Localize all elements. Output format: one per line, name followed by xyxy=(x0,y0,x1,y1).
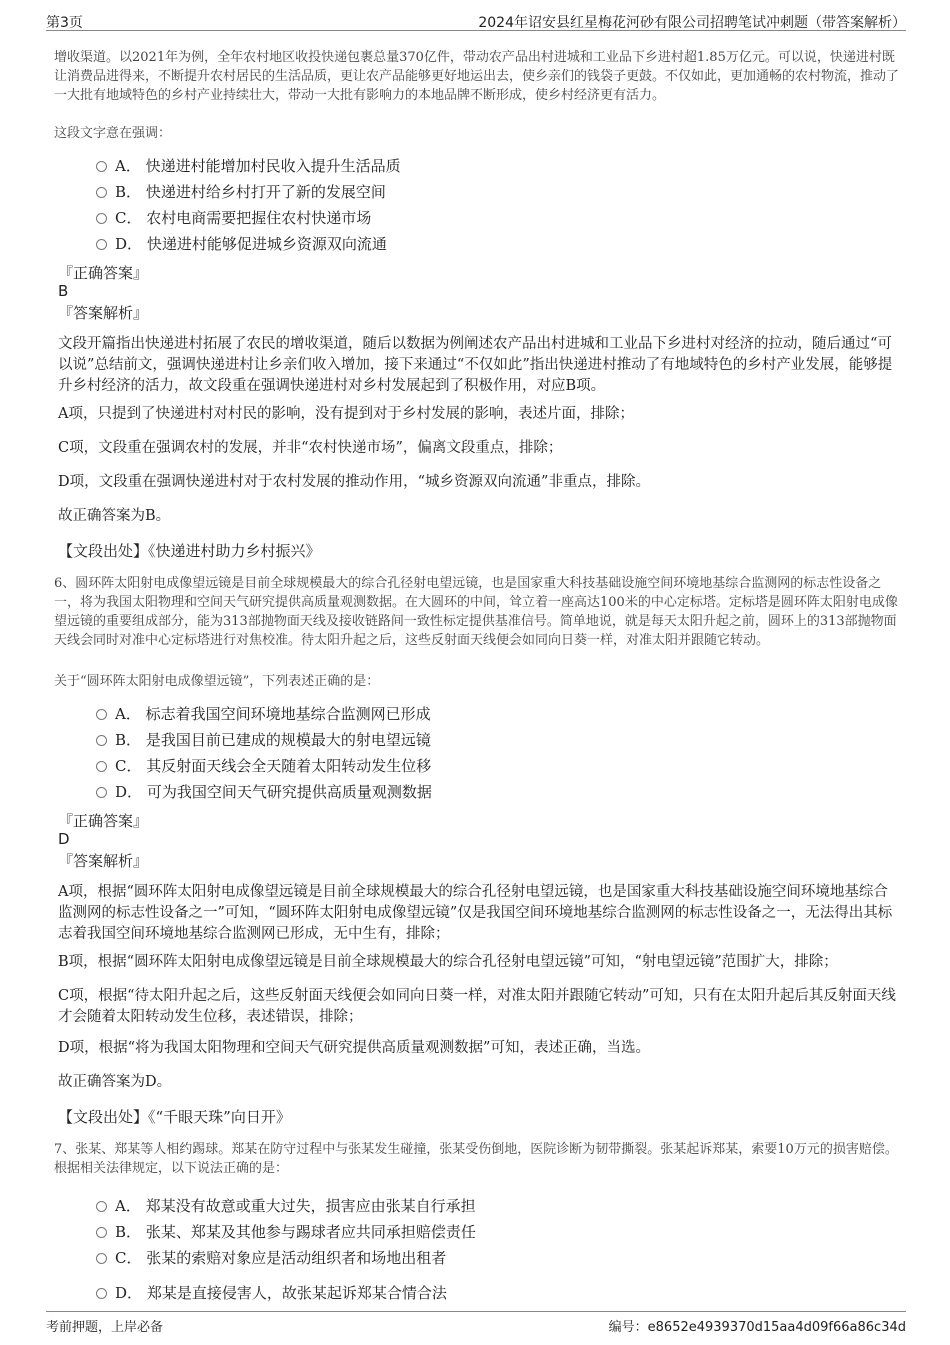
radio-icon[interactable] xyxy=(96,787,107,798)
q5-option-a[interactable]: A． 快递进村能增加村民收入提升生活品质 xyxy=(96,156,401,176)
q5-source: 【文段出处】《快递进村助力乡村振兴》 xyxy=(58,542,321,560)
q6-conclusion: 故正确答案为D。 xyxy=(58,1074,172,1090)
q5-answer-label: 『正确答案』 xyxy=(58,264,149,282)
q6-option-d[interactable]: D． 可为我国空间天气研究提供高质量观测数据 xyxy=(96,782,432,802)
q5-analysis-label: 『答案解析』 xyxy=(58,304,149,322)
page-header xyxy=(46,8,906,31)
footer-slogan: 考前押题，上岸必备 xyxy=(46,1320,164,1335)
q6-option-b[interactable]: B． 是我国目前已建成的规模最大的射电望远镜 xyxy=(96,730,431,750)
radio-icon[interactable] xyxy=(96,213,107,224)
page-number: 第3页 xyxy=(46,15,83,31)
q6-option-c[interactable]: C． 其反射面天线会全天随着太阳转动发生位移 xyxy=(96,756,431,776)
q6-option-a[interactable]: A． 标志着我国空间环境地基综合监测网已形成 xyxy=(96,704,431,724)
q7-passage: 7、张某、郑某等人相约踢球。郑某在防守过程中与张某发生碰撞，张某受伤倒地，医院诊断为韧带撕裂。张某起诉郑某，索要10万元的损害赔偿。根据相关法律规定，以下说法正确的是： xyxy=(54,1142,898,1176)
radio-icon[interactable] xyxy=(96,735,107,746)
q5-stem: 这段文字意在强调： xyxy=(54,126,172,141)
q5-option-d[interactable]: D． 快递进村能够促进城乡资源双向流通 xyxy=(96,234,387,254)
q6-answer-label: 『正确答案』 xyxy=(58,812,149,830)
document-code xyxy=(609,1316,906,1335)
q5-option-b[interactable]: B． 快递进村给乡村打开了新的发展空间 xyxy=(96,182,386,202)
q6-analysis-c: C项，根据“待太阳升起之后，这些反射面天线便会如同向日葵一样，对准太阳并跟随它转动”可知，只有在太阳升起后其反射面天线才会随着太阳转动发生位移，表述错误，排除； xyxy=(58,988,896,1025)
q6-passage: 6、圆环阵太阳射电成像望远镜是目前全球规模最大的综合孔径射电望远镜，也是国家重大科技基础设施空间环境地基综合监测网的标志性设备之一，将为我国太阳物理和空间天气研究提供高质量观测数据。在大圆环的中间，耸立着一座高达100米的中心定标塔。定标塔是圆环阵太阳射电成像望远镜的重要组成部分，能为313部抛物面天线及接收链路间一致性标定提供基准信号。简单地说，就是每天太阳升起之前，圆环上的313部抛物面天线会同时对准中心定标塔进行对焦校准。待太阳升起之后，这些反射面天线便会如同向日葵一样，对准太阳并跟随它转动。 xyxy=(54,576,898,648)
q5-analysis-a: A项，只提到了快递进村对村民的影响，没有提到对于乡村发展的影响，表述片面，排除； xyxy=(58,406,634,422)
page-footer xyxy=(46,1311,906,1336)
q6-analysis-b: B项，根据“圆环阵太阳射电成像望远镜是目前全球规模最大的综合孔径射电望远镜”可知，“射电望远镜”范围扩大，排除； xyxy=(58,954,838,970)
radio-icon[interactable] xyxy=(96,1227,107,1238)
q6-analysis-label: 『答案解析』 xyxy=(58,852,149,870)
q5-answer: B xyxy=(58,282,69,300)
q6-stem: 关于“圆环阵太阳射电成像望远镜”，下列表述正确的是： xyxy=(54,674,380,689)
radio-icon[interactable] xyxy=(96,1201,107,1212)
radio-icon[interactable] xyxy=(96,161,107,172)
q5-passage: 增收渠道。以2021年为例，全年农村地区收投快递包裹总量370亿件，带动农产品出村进城和工业品下乡进村超1.85万亿元。可以说，快递进村既让消费品进得来，不断提升农村居民的生活品质，更让农产品能够更好地运出去，使乡亲们的钱袋子更鼓。不仅如此，更加通畅的农村物流，推动了一大批有地域特色的乡村产业持续壮大，带动一大批有影响力的本地品牌不断形成，使乡村经济更有活力。 xyxy=(54,50,900,103)
radio-icon[interactable] xyxy=(96,709,107,720)
code-value: e8652e4939370d15aa4d09f66a86c34d xyxy=(647,1320,906,1335)
radio-icon[interactable] xyxy=(96,761,107,772)
radio-icon[interactable] xyxy=(96,1253,107,1264)
q7-option-a[interactable]: A． 郑某没有故意或重大过失，损害应由张某自行承担 xyxy=(96,1196,476,1216)
q6-answer: D xyxy=(58,830,70,848)
q5-option-c[interactable]: C． 农村电商需要把握住农村快递市场 xyxy=(96,208,371,228)
q7-option-d[interactable]: D． 郑某是直接侵害人，故张某起诉郑某合情合法 xyxy=(96,1283,447,1303)
q5-conclusion: 故正确答案为B。 xyxy=(58,508,171,524)
q5-analysis-summary: 文段开篇指出快递进村拓展了农民的增收渠道，随后以数据为例阐述农产品出村进城和工业品下乡进村对经济的拉动，随后通过“可以说”总结前文，强调快递进村让乡亲们收入增加，接下来通过“不仅如此”指出快递进村推动了有地域特色的乡村产业发展，能够提升乡村经济的活力，故文段重在强调快递进村对乡村发展起到了积极作用，对应B项。 xyxy=(58,336,893,394)
q7-option-c[interactable]: C． 张某的索赔对象应是活动组织者和场地出租者 xyxy=(96,1248,446,1268)
q5-analysis-d: D项，文段重在强调快递进村对于农村发展的推动作用，“城乡资源双向流通”非重点，排除。 xyxy=(58,474,650,490)
q6-source: 【文段出处】《“千眼天珠”向日开》 xyxy=(58,1108,291,1126)
q7-option-b[interactable]: B． 张某、郑某及其他参与踢球者应共同承担赔偿责任 xyxy=(96,1222,476,1242)
q6-analysis-a: A项，根据“圆环阵太阳射电成像望远镜是目前全球规模最大的综合孔径射电望远镜，也是国家重大科技基础设施空间环境地基综合监测网的标志性设备之一”可知，“圆环阵太阳射电成像望远镜”仅是我国空间环境地基综合监测网的标志性设备之一，无法得出其标志着我国空间环境地基综合监测网已形成，无中生有，排除； xyxy=(58,884,893,942)
radio-icon[interactable] xyxy=(96,187,107,198)
q5-analysis-c: C项，文段重在强调农村的发展，并非“农村快递市场”，偏离文段重点，排除； xyxy=(58,440,563,456)
q6-analysis-d: D项，根据“将为我国太阳物理和空间天气研究提供高质量观测数据”可知，表述正确，当选。 xyxy=(58,1040,650,1056)
code-label: 编号： xyxy=(608,1320,648,1335)
radio-icon[interactable] xyxy=(96,1288,107,1299)
document-title: 2024年诏安县红星梅花河砂有限公司招聘笔试冲刺题（带答案解析） xyxy=(478,15,906,31)
radio-icon[interactable] xyxy=(96,239,107,250)
